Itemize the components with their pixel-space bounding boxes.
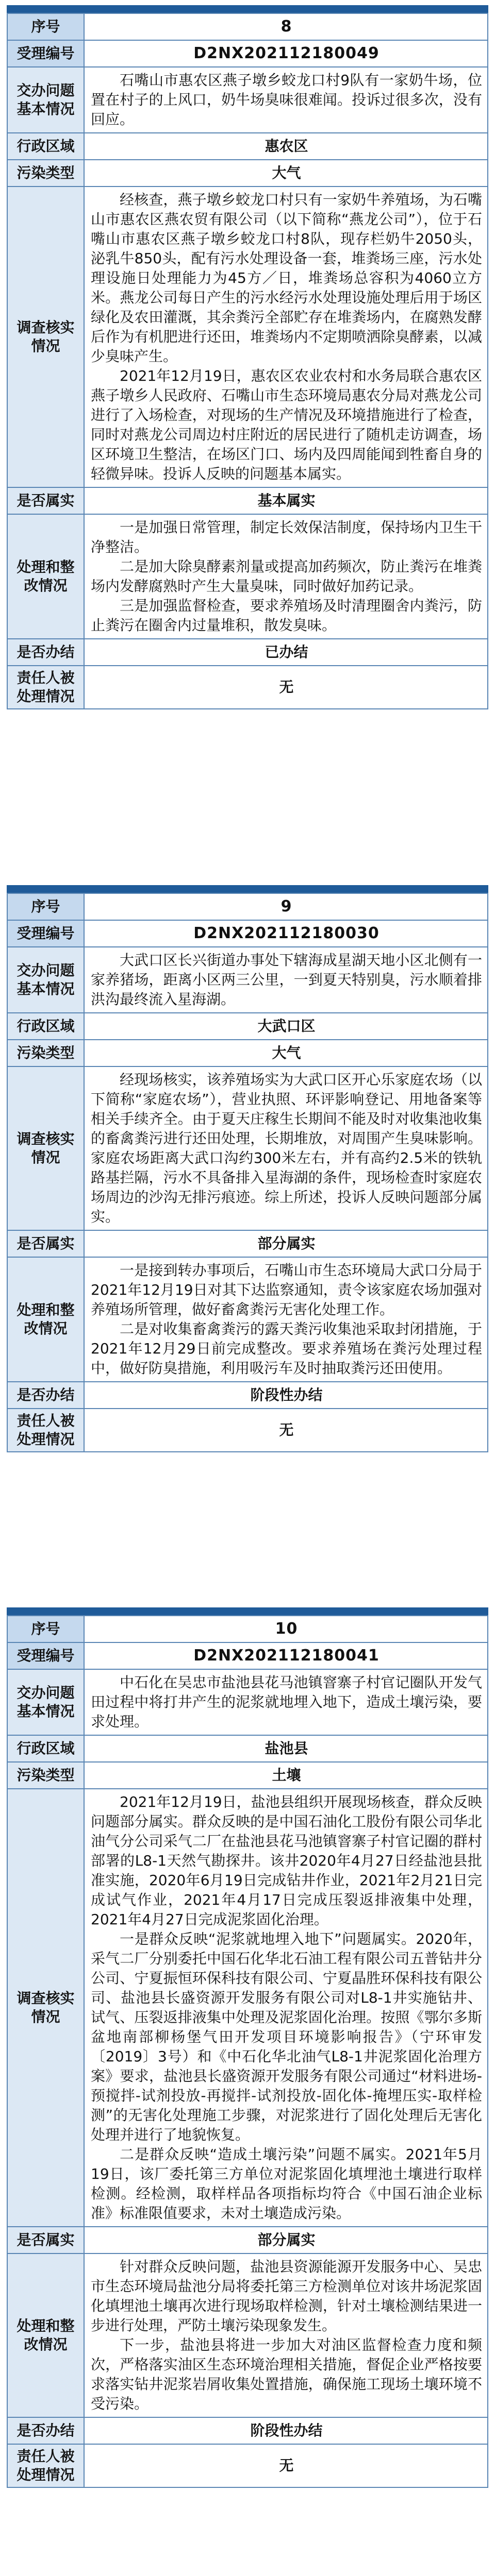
issue-text: 大武口区长兴街道办事处下辖海成星湖天地小区北侧有一家养猪场，距离小区两三公里，一到夏天特别臭，污水顺着排洪沟最终流入星海湖。 [91, 952, 482, 1008]
label-verified: 是否属实 [7, 2227, 84, 2253]
verified-value: 基本属实 [84, 487, 488, 514]
region-value: 惠农区 [84, 133, 488, 160]
closed-value: 阶段性办结 [84, 1382, 488, 1409]
issue-cell [84, 67, 488, 133]
label-accountability: 责任人被处理情况 [7, 666, 84, 709]
record-header-bar [7, 885, 488, 893]
accountability-value: 无 [84, 666, 488, 709]
label-pollution-type: 污染类型 [7, 1040, 84, 1066]
verified-value: 部分属实 [84, 1230, 488, 1257]
handling-paragraph: 二是加大除臭酵素剂量或提高加药频次，防止粪污在堆粪场内发酵腐熟时产生大量臭味，同时做好加药记录。 [91, 558, 482, 595]
label-id: 受理编号 [7, 40, 84, 67]
label-seq: 序号 [7, 1616, 84, 1642]
investigation-cell [84, 1789, 488, 2227]
region-value: 盐池县 [84, 1735, 488, 1762]
issue-text: 中石化在吴忠市盐池县花马池镇窨寨子村官记圈队开发气田过程中将打井产生的泥浆就地埋入地下，造成土壤污染，要求处理。 [91, 1674, 482, 1730]
accountability-value: 无 [84, 1409, 488, 1452]
label-closed: 是否办结 [7, 639, 84, 666]
record-seq: 9 [84, 893, 488, 920]
handling-paragraph: 一是加强日常管理，制定长效保洁制度，保持场内卫生干净整洁。 [91, 519, 482, 555]
region-value: 大武口区 [84, 1013, 488, 1040]
label-verified: 是否属实 [7, 1230, 84, 1257]
label-region: 行政区域 [7, 1735, 84, 1762]
label-investigation: 调查核实情况 [7, 1066, 84, 1230]
label-pollution-type: 污染类型 [7, 160, 84, 187]
label-id: 受理编号 [7, 1642, 84, 1669]
label-seq: 序号 [7, 893, 84, 920]
label-investigation: 调查核实情况 [7, 1789, 84, 2227]
verified-value: 部分属实 [84, 2227, 488, 2253]
pollution-type-value: 大气 [84, 160, 488, 187]
label-closed: 是否办结 [7, 1382, 84, 1409]
record-seq: 10 [84, 1616, 488, 1642]
issue-cell [84, 1669, 488, 1735]
label-issue: 交办问题基本情况 [7, 1669, 84, 1735]
closed-value: 已办结 [84, 639, 488, 666]
record-id: D2NX202112180049 [84, 40, 488, 67]
investigation-paragraph: 经核查，燕子墩乡蛟龙口村只有一家奶牛养殖场，为石嘴山市惠农区燕农贸有限公司（以下简称“燕龙公司”），位于石嘴山市惠农区燕子墩乡蛟龙口村8队，现存栏奶牛2050头，泌乳牛850头，配有污水处理设备一套，堆粪场三座，污水处理设施日处理能力为45方／日，堆粪场总容积为4060立方米。燕龙公司每日产生的污水经污水处理设施处理后用于场区绿化及农田灌溉，其余粪污全部贮存在堆粪场内，在腐熟发酵后作为有机肥进行还田，堆粪场内不定期喷洒除臭酵素，以减少臭味产生。 [91, 191, 482, 365]
label-id: 受理编号 [7, 920, 84, 947]
investigation-paragraph: 二是群众反映“造成土壤污染”问题不属实。2021年5月19日，该厂委托第三方单位对泥浆固化填埋池土壤进行取样检测。经检测，取样样品各项指标均符合《中国石油企业标准》标准限值要求，未对土壤造成污染。 [91, 2146, 482, 2222]
record-card [7, 1607, 488, 2488]
label-handling: 处理和整改情况 [7, 1257, 84, 1382]
handling-paragraph: 下一步，盐池县将进一步加大对油区监督检查力度和频次，严格落实油区生态环境治理相关措施，督促企业严格按要求落实钻井泥浆岩屑收集处置措施，确保施工现场土壤环境不受污染。 [91, 2336, 482, 2412]
label-handling: 处理和整改情况 [7, 514, 84, 639]
investigation-paragraph: 一是群众反映“泥浆就地埋入地下”问题属实。2020年，采气二厂分别委托中国石化华北石油工程有限公司五普钻井分公司、宁夏振恒环保科技有限公司、宁夏晶胜环保科技有限公司、盐池县长盛资源开发服务有限公司对L8-1井实施钻井、试气、压裂返排液集中处理及泥浆固化治理。按照《鄂尔多斯盆地南部柳杨堡气田开发项目环境影响报告》（宁环审发〔2019〕3号）和《中石化华北油气L8-1井泥浆固化治理方案》要求，盐池县长盛资源开发服务有限公司通过“材料进场-预搅拌-试剂投放-再搅拌-试剂投放-固化体-掩埋压实-取样检测”的无害化处理施工步骤，对泥浆进行了固化处理后无害化处理并进行了地貌恢复。 [91, 1930, 482, 2143]
handling-cell [84, 514, 488, 639]
investigation-paragraph: 2021年12月19日，惠农区农业农村和水务局联合惠农区燕子墩乡人民政府、石嘴山市生态环境局惠农分局对燕龙公司进行了入场检查，对现场的生产情况及环境措施进行了检查，同时对燕龙公司周边村庄附近的居民进行了随机走访调查，场区环境卫生整洁，在场区门口、场内及四周能闻到牲畜自身的轻微异味。投诉人反映的问题基本属实。 [91, 367, 482, 482]
investigation-cell [84, 187, 488, 487]
record-card [7, 5, 488, 709]
label-issue: 交办问题基本情况 [7, 947, 84, 1013]
record-table [7, 13, 488, 709]
pollution-type-value: 土壤 [84, 1762, 488, 1789]
label-handling: 处理和整改情况 [7, 2253, 84, 2417]
record-card [7, 885, 488, 1452]
record-table [7, 1615, 488, 2488]
record-table [7, 893, 488, 1452]
label-region: 行政区域 [7, 1013, 84, 1040]
label-closed: 是否办结 [7, 2417, 84, 2444]
issue-cell [84, 947, 488, 1013]
handling-paragraph: 三是加强监督检查，要求养殖场及时清理圈舍内粪污，防止粪污在圈舍内过量堆积，散发臭味。 [91, 597, 482, 634]
investigation-cell [84, 1066, 488, 1230]
label-investigation: 调查核实情况 [7, 187, 84, 487]
issue-text: 石嘴山市惠农区燕子墩乡蛟龙口村9队有一家奶牛场，位置在村子的上风口，奶牛场臭味很难闻。投诉过很多次，没有回应。 [91, 72, 482, 128]
label-region: 行政区域 [7, 133, 84, 160]
handling-paragraph: 一是接到转办事项后，石嘴山市生态环境局大武口分局于2021年12月19日对其下达监察通知，责令该家庭农场加强对养殖场所管理，做好畜禽粪污无害化处理工作。 [91, 1262, 482, 1318]
record-seq: 8 [84, 13, 488, 40]
accountability-value: 无 [84, 2444, 488, 2487]
label-verified: 是否属实 [7, 487, 84, 514]
record-id: D2NX202112180030 [84, 920, 488, 947]
investigation-paragraph: 2021年12月19日，盐池县组织开展现场核查，群众反映问题部分属实。群众反映的是中国石油化工股份有限公司华北油气分公司采气二厂在盐池县花马池镇窨寨子村官记圈的群村部署的L8-1天然气勘探井。该井2020年4月27日经盐池县批准实施，2020年6月19日完成钻井作业，2021年2月21日完成试气作业，2021年4月17日完成压裂返排液集中处理，2021年4月27日完成泥浆固化治理。 [91, 1793, 482, 1928]
label-accountability: 责任人被处理情况 [7, 2444, 84, 2487]
investigation-paragraph: 经现场核实，该养殖场实为大武口区开心乐家庭农场（以下简称“家庭农场”），营业执照、环评影响登记、用地备案等相关手续齐全。由于夏天庄稼生长期间不能及时对收集池收集的畜禽粪污进行还田处理，长期堆放，对周围产生臭味影响。家庭农场距离大武口沟约300米左右，并有高约2.5米的铁轨路基拦隔，污水不具备排入星海湖的条件，现场检查时家庭农场周边的沙沟无排污痕迹。综上所述，投诉人反映问题部分属实。 [91, 1071, 482, 1225]
record-header-bar [7, 1607, 488, 1615]
pollution-type-value: 大气 [84, 1040, 488, 1066]
handling-cell [84, 2253, 488, 2417]
label-accountability: 责任人被处理情况 [7, 1409, 84, 1452]
label-issue: 交办问题基本情况 [7, 67, 84, 133]
record-header-bar [7, 5, 488, 13]
handling-paragraph: 针对群众反映问题，盐池县资源能源开发服务中心、吴忠市生态环境局盐池分局将委托第三方检测单位对该井场泥浆固化填埋池土壤再次进行现场取样检测，针对土壤检测结果进一步进行处理，严防土壤污染现象发生。 [91, 2258, 482, 2334]
label-pollution-type: 污染类型 [7, 1762, 84, 1789]
record-id: D2NX202112180041 [84, 1642, 488, 1669]
handling-cell [84, 1257, 488, 1382]
closed-value: 阶段性办结 [84, 2417, 488, 2444]
handling-paragraph: 二是对收集畜禽粪污的露天粪污收集池采取封闭措施，于2021年12月29日前完成整改。要求养殖场在粪污处理过程中，做好防臭措施，利用吸污车及时抽取粪污还田使用。 [91, 1320, 482, 1377]
label-seq: 序号 [7, 13, 84, 40]
